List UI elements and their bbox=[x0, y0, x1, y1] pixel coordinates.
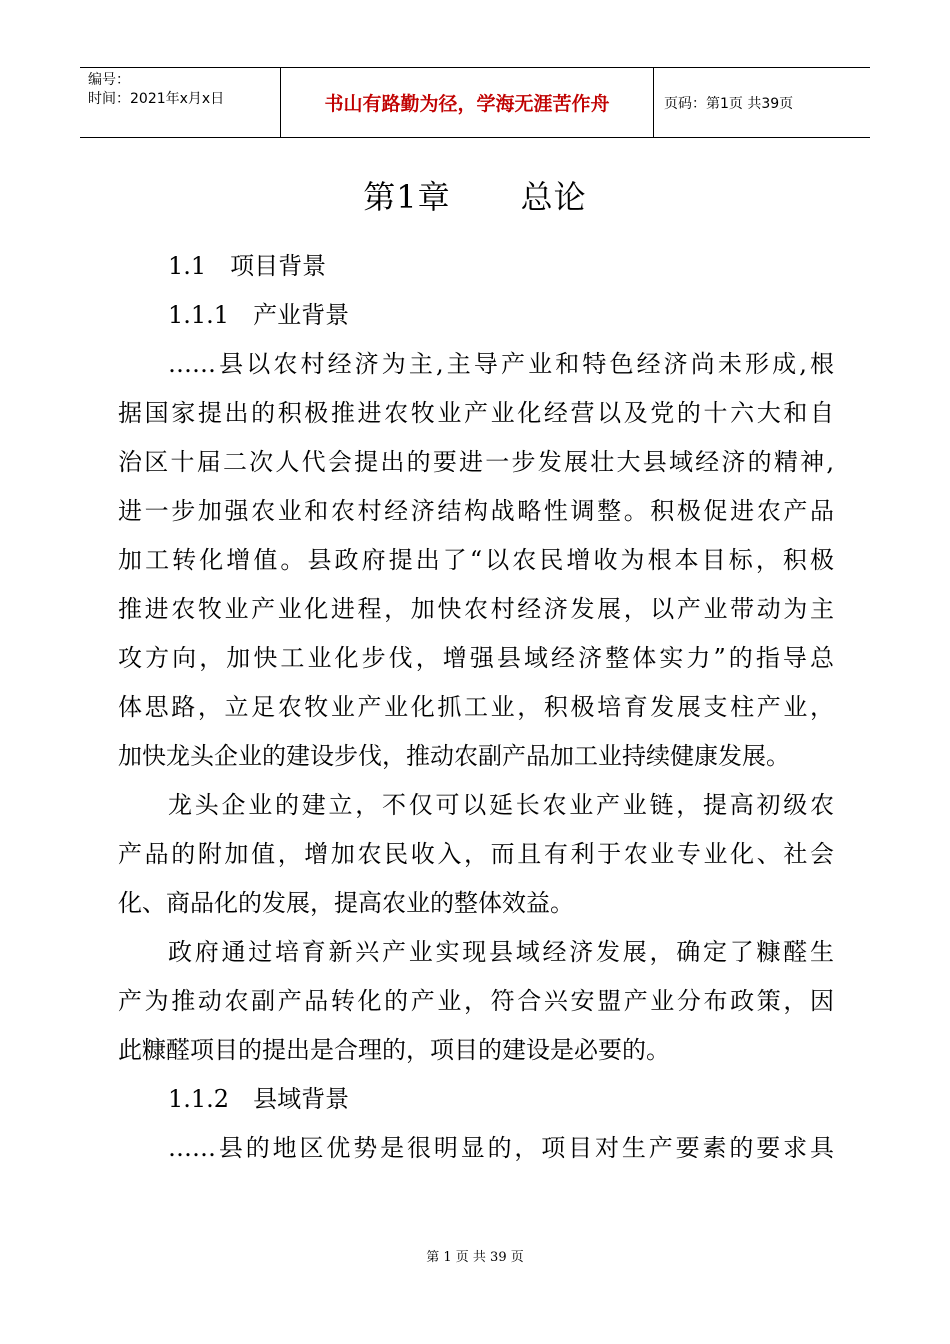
time-label: 时间：2021年x月x日 bbox=[88, 91, 225, 107]
subsection-heading: 1.1.2 县域背景 bbox=[168, 1085, 350, 1113]
text-line: 体思路，立足农牧业产业化抓工业，积极培育发展支柱产业， bbox=[118, 693, 834, 721]
section-heading: 1.1 项目背景 bbox=[168, 252, 327, 280]
text-line: 龙头企业的建立，不仅可以延长农业产业链，提高初级农 bbox=[168, 791, 834, 819]
text-line: 推进农牧业产业化进程，加快农村经济发展，以产业带动为主 bbox=[118, 595, 834, 623]
text-line: 化、商品化的发展，提高农业的整体效益。 bbox=[118, 889, 574, 917]
page-footer: 第 1 页 共 39 页 bbox=[426, 1250, 524, 1265]
text-line: 据国家提出的积极推进农牧业产业化经营以及党的十六大和自 bbox=[118, 399, 834, 427]
text-line: 产为推动农副产品转化的产业，符合兴安盟产业分布政策，因 bbox=[118, 987, 834, 1015]
text-line: ……县以农村经济为主,主导产业和特色经济尚未形成,根 bbox=[168, 350, 834, 378]
text-line: 产品的附加值，增加农民收入，而且有利于农业专业化、社会 bbox=[118, 840, 834, 868]
header-motto: 书山有路勤为径，学海无涯苦作舟 bbox=[281, 68, 654, 137]
chapter-title bbox=[0, 172, 950, 218]
number-label: 编号： bbox=[88, 72, 130, 88]
chapter-number: 第1章 bbox=[363, 178, 451, 216]
text-line: 加工转化增值。县政府提出了“以农民增收为根本目标，积极 bbox=[118, 546, 834, 574]
text-line: 政府通过培育新兴产业实现县域经济发展，确定了糠醛生 bbox=[168, 938, 834, 966]
body-text bbox=[118, 242, 834, 1173]
text-line: 此糠醛项目的提出是合理的，项目的建设是必要的。 bbox=[118, 1036, 670, 1064]
text-line: 进一步加强农业和农村经济结构战略性调整。积极促进农产品 bbox=[118, 497, 834, 525]
document-header bbox=[80, 67, 870, 138]
text-line: 加快龙头企业的建设步伐，推动农副产品加工业持续健康发展。 bbox=[118, 742, 790, 770]
header-meta bbox=[80, 68, 281, 137]
text-line: 攻方向，加快工业化步伐，增强县域经济整体实力”的指导总 bbox=[118, 644, 834, 672]
header-page-info: 页码：第1页 共39页 bbox=[664, 95, 794, 112]
text-line: ……县的地区优势是很明显的，项目对生产要素的要求具 bbox=[168, 1134, 834, 1162]
text-line: 治区十届二次人代会提出的要进一步发展壮大县域经济的精神, bbox=[118, 448, 834, 476]
subsection-heading: 1.1.1 产业背景 bbox=[168, 301, 350, 329]
chapter-name: 总论 bbox=[520, 178, 587, 216]
